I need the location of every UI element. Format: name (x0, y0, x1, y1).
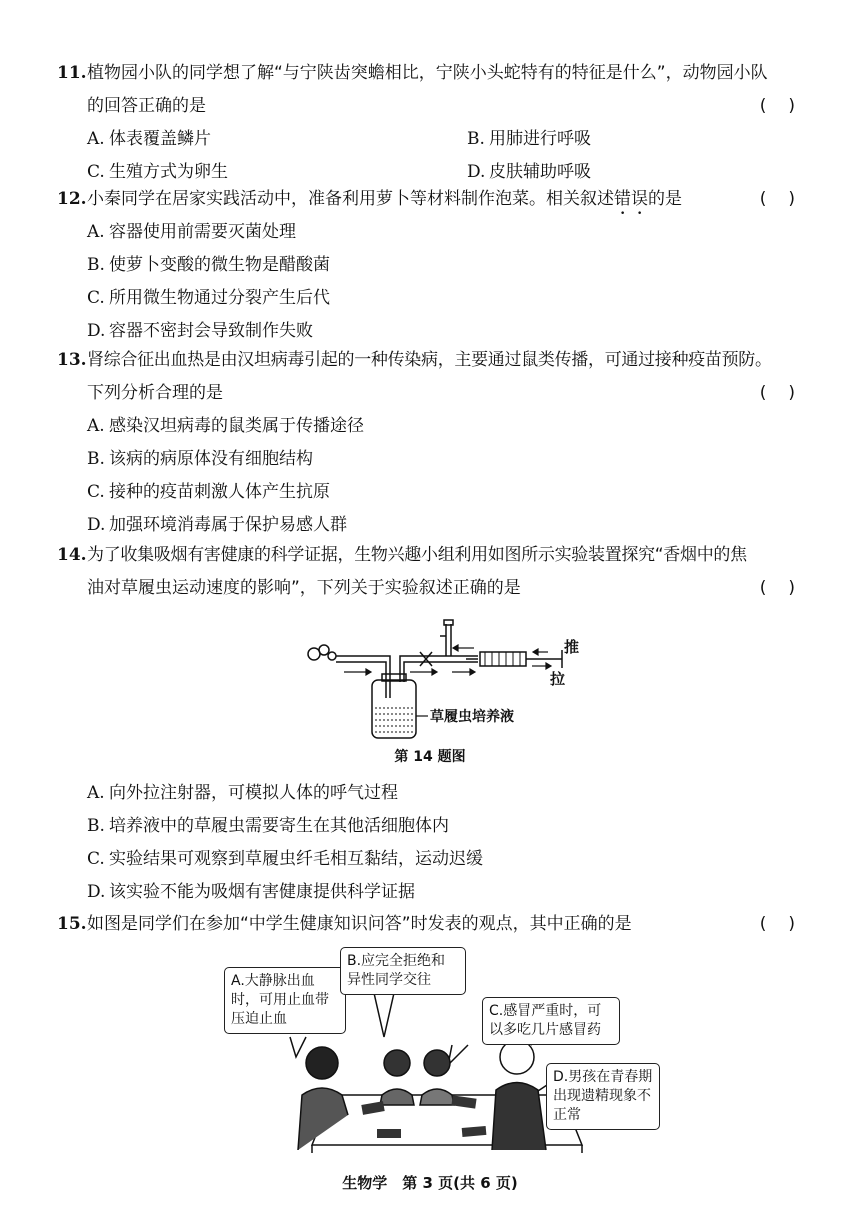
question-15 (57, 908, 817, 941)
question-number: 15. (57, 914, 87, 934)
question-14 (57, 539, 817, 605)
question-stem: 小秦同学在居家实践活动中，准备利用萝卜等材料制作泡菜。相关叙述 (87, 189, 614, 209)
option-c: C. 所用微生物通过分裂产生后代 (87, 288, 330, 308)
option-c: C. 接种的疫苗刺激人体产生抗原 (87, 482, 330, 502)
push-label: 推 (564, 639, 580, 656)
option-b: B. 使萝卜变酸的微生物是醋酸菌 (87, 255, 330, 275)
option-c: C. 生殖方式为卵生 (87, 162, 228, 182)
question-number: 14. (57, 545, 87, 565)
option-d: D. 加强环境消毒属于保护易感人群 (87, 515, 347, 535)
opinion-bubble-d: D.男孩在青春期出现遗精现象不正常 (546, 1063, 660, 1130)
option-b: B. 用肺进行呼吸 (467, 129, 591, 149)
opinion-bubble-c: C.感冒严重时，可以多吃几片感冒药 (482, 997, 620, 1045)
option-d: D. 该实验不能为吸烟有害健康提供科学证据 (87, 882, 415, 902)
question-12: 12.小秦同学在居家实践活动中，准备利用萝卜等材料制作泡菜。相关叙述错误的是 () A. 容器使用前需要灭菌处理 B. 使萝卜变酸的微生物是醋酸菌 C. 所用微生物通过分裂产生后代 D. 容器不密封会导致制作失败 (57, 183, 817, 348)
option-d: D. 容器不密封会导致制作失败 (87, 321, 313, 341)
answer-bracket: () (759, 914, 817, 934)
option-b: B. 该病的病原体没有细胞结构 (87, 449, 313, 469)
question-stem: 肾综合征出血热是由汉坦病毒引起的一种传染病，主要通过鼠类传播，可通过接种疫苗预防。 (87, 350, 772, 370)
question-stem-cont: 的回答正确的是 (87, 96, 206, 116)
question-stem: 如图是同学们在参加“中学生健康知识问答”时发表的观点，其中正确的是 (87, 914, 632, 934)
option-a: A. 向外拉注射器，可模拟人体的呼气过程 (87, 783, 398, 803)
pull-label: 拉 (550, 671, 566, 688)
emphasis-text: 错误 (614, 189, 648, 209)
opinion-bubble-b: B.应完全拒绝和异性同学交往 (340, 947, 466, 995)
option-a: A. 感染汉坦病毒的鼠类属于传播途径 (87, 416, 364, 436)
answer-bracket: () (759, 96, 817, 116)
option-c: C. 实验结果可观察到草履虫纤毛相互黏结，运动迟缓 (87, 849, 483, 869)
discussion-illustration (212, 945, 652, 1157)
opinion-bubble-a: A.大静脉出血时，可用止血带压迫止血 (224, 967, 346, 1034)
answer-bracket: () (759, 189, 817, 209)
culture-liquid-label: 草履虫培养液 (430, 708, 514, 724)
question-stem-cont: 油对草履虫运动速度的影响”，下列关于实验叙述正确的是 (87, 578, 521, 598)
option-a: A. 体表覆盖鳞片 (87, 129, 211, 149)
experiment-apparatus-figure (300, 612, 590, 740)
option-b: B. 培养液中的草履虫需要寄生在其他活细胞体内 (87, 816, 449, 836)
question-number: 12. (57, 189, 87, 209)
option-a: A. 容器使用前需要灭菌处理 (87, 222, 296, 242)
answer-bracket: () (759, 578, 817, 598)
question-13 (57, 344, 817, 542)
answer-bracket: () (759, 383, 817, 403)
option-d: D. 皮肤辅助呼吸 (467, 162, 591, 182)
question-stem-cont: 下列分析合理的是 (87, 383, 223, 403)
question-11 (57, 57, 817, 189)
question-14-options (57, 777, 817, 909)
question-number: 13. (57, 350, 87, 370)
question-stem: 为了收集吸烟有害健康的科学证据，生物兴趣小组利用如图所示实验装置探究“香烟中的焦 (87, 545, 747, 565)
question-stem: 植物园小队的同学想了解“与宁陕齿突蟾相比，宁陕小头蛇特有的特征是什么”，动物园小队 (87, 63, 768, 83)
question-number: 11. (57, 63, 87, 83)
figure-14-caption: 第 14 题图 (394, 749, 466, 765)
page-footer: 生物学 第 3 页(共 6 页) (342, 1174, 518, 1192)
